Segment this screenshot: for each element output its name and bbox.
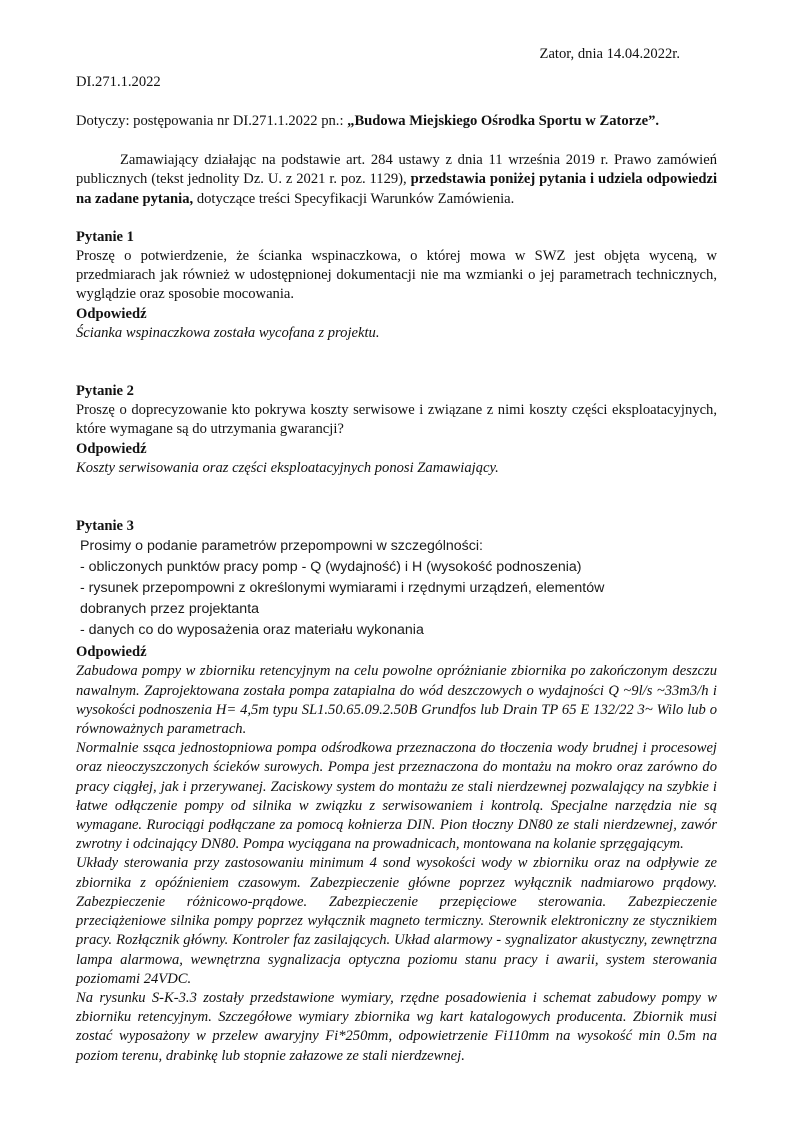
answer-3-paragraph: Na rysunku S-K-3.3 zostały przedstawione wymiary, rzędne posadowienia i schemat zabudowy pompy w zbiorniku retencyjnym. Szczegółowe wymiary zbiornika wg kart katalogowych producenta. Zbiornik musi zostać wyposażony w przelew awaryjny Fi*250mm, odpowietrzenie Fi110mm na wysokość min 0.5m na poziom terenu, drabinkę lub stopnie załazowe ze stali nierdzewnej. [76,989,717,1064]
question-3-section [76,517,717,1066]
question-3-line: - obliczonych punktów pracy pomp - Q (wydajność) i H (wysokość podnoszenia) [80,559,582,576]
question-3-label: Pytanie 3 [76,518,134,535]
intro-text-2: dotyczące treści Specyfikacji Warunków Zamówienia. [193,190,515,207]
document-date: Zator, dnia 14.04.2022r. [539,46,680,62]
subject-title: „Budowa Miejskiego Ośrodka Sportu w Zatorze”. [347,113,660,129]
question-3-line: Prosimy o podanie parametrów przepompowni w szczególności: [80,538,483,555]
question-2-section [76,382,717,478]
subject-line [76,112,717,131]
question-1-label: Pytanie 1 [76,228,134,245]
question-3-line: dobranych przez projektanta [80,601,260,618]
answer-1-text: Ścianka wspinaczkowa została wycofana z projektu. [76,324,380,341]
answer-2-label: Odpowiedź [76,440,147,457]
answer-3-paragraph: Zabudowa pompy w zbiorniku retencyjnym na celu powolne opróżnianie zbiornika po zakończonym deszczu nawalnym. Zaprojektowana została pompa zatapialna do wód deszczowych o wydajności Q ~9l/s ~33m3/h i wysokości podnoszenia H= 4,5m typu SL1.50.65.09.2.50B Grundfos lub Drain TP 65 E 132/22 3~ Wilo lub o równoważnych parametrach. [76,663,717,738]
question-1-text: Proszę o potwierdzenie, że ścianka wspinaczkowa, o której mowa w SWZ jest objęta wyceną, w przedmiarach jak również w udostępnionej dokumentacji nie ma wzmianki o jej parametrach technicznych, wyglądzie oraz sposobie mocowania. [76,248,717,303]
answer-2-text: Koszty serwisowania oraz części eksploatacyjnych ponosi Zamawiający. [76,459,499,476]
answer-3-label: Odpowiedź [76,644,147,661]
question-2-text: Proszę o doprecyzowanie kto pokrywa koszty serwisowe i związane z nimi koszty części eksploatacyjnych, które wymagane są do utrzymania gwarancji? [76,402,717,438]
question-3-line: - danych co do wyposażenia oraz materiału wykonania [80,622,424,639]
answer-3-paragraph: Układy sterowania przy zastosowaniu minimum 4 sond wysokości wody w zbiorniku oraz na odpływie ze zbiornika z opóźnieniem czasowym. Zabezpieczenie główne poprzez wyłącznik nadmiarowo prądowy. Zabezpieczenie różnicowo-prądowe. Zabezpieczenie przepięciowe sterowania. Zabezpieczenie przeciążeniowe silnika pompy poprzez wyłącznik magneto termiczny. Sterownik elektroniczny ze stycznikiem pracy. Rozłącznik główny. Kontroler faz zasilających. Układ alarmowy - sygnalizator akustyczny, zewnętrzna lampa alarmowa, wewnętrzna sygnalizacja optyczna poziomu stanu pracy i awarii, system sterowania poziomami 24VDC. [76,855,717,987]
question-3-scanned-text [80,536,717,641]
question-3-line: - rysunek przepompowni z określonymi wymiarami i rzędnymi urządzeń, elementów [80,580,605,597]
question-1-section [76,228,717,343]
intro-bold: przedstawia poniżej pytania i udziela odpowiedzi na zadane pytania, [76,171,717,207]
document-body [76,112,717,1066]
intro-text-1: Zamawiający działając na podstawie art. 284 ustawy z dnia 11 września 2019 r. Prawo zamówień publicznych (tekst jednolity Dz. U. z 2021 r. poz. 1129), [76,152,717,188]
intro-paragraph [76,151,717,209]
answer-3-text [76,662,717,1065]
answer-3-paragraph: Normalnie ssąca jednostopniowa pompa odśrodkowa przeznaczona do tłoczenia wody brudnej i procesowej oraz nieoczyszczonych ścieków surowych. Pompa jest przeznaczona do montażu na mokro oraz zarówno do pracy ciągłej, jak i przerywanej. Zaciskowy system do montażu ze stali nierdzewnej pozwalający na szybkie i łatwe odłączenie pompy od silnika w związku z serwisowaniem i kontrolą. Specjalne narzędzia nie są wymagane. Rurociągi podłączane za pomocą kołnierza DIN. Pion tłoczny DN80 ze stali nierdzewnej, zawór zwrotny i odcinający DN80. Pompa wyciągana na prowadnicach, montowana na kolanie sprzęgającym. [76,740,717,853]
answer-1-label: Odpowiedź [76,305,147,322]
reference-number: DI.271.1.2022 [76,74,161,90]
subject-prefix: Dotyczy: postępowania nr DI.271.1.2022 pn.: [76,113,348,129]
question-2-label: Pytanie 2 [76,383,134,400]
